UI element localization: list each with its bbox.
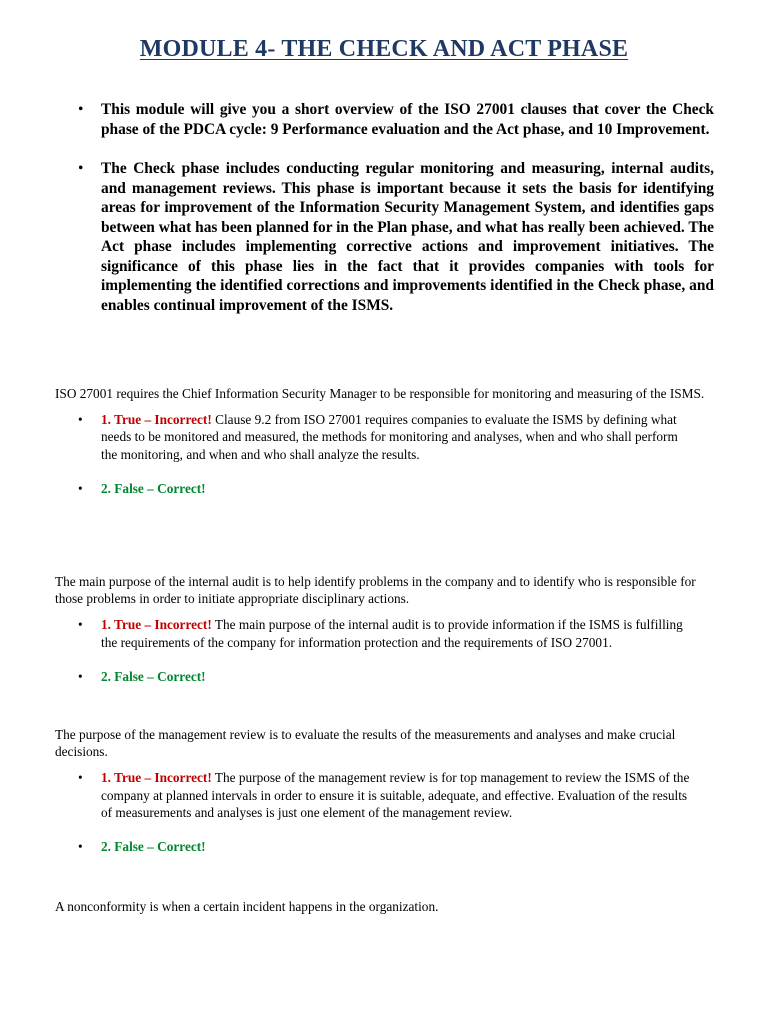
question-text: ISO 27001 requires the Chief Information Security Manager to be responsible for monitoring and measuring of the ISMS. — [55, 386, 705, 401]
answer-label-correct: 2. False – Correct! — [101, 839, 206, 855]
quiz-question-1 — [55, 385, 715, 514]
answer-item — [78, 769, 694, 821]
answer-explanation: The main purpose of the internal audit is to provide information if the ISMS is fulfilling the requirements of the company for information protection and the requirements of ISO 27001. — [101, 617, 683, 650]
answer-label-correct: 2. False – Correct! — [101, 668, 206, 684]
intro-text: This module will give you a short overview of the ISO 27001 clauses that cover the Check phase of the PDCA cycle: 9 Performance evaluation and the Act phase, and 10 Improvement. — [101, 101, 714, 138]
intro-item — [78, 100, 714, 139]
quiz-question-2 — [55, 573, 715, 702]
question-text: The purpose of the management review is to evaluate the results of the measurements and analyses and make crucial decisions. — [55, 727, 676, 760]
question-text: The main purpose of the internal audit is to help identify problems in the company and to identify who is responsible for those problems in order to initiate appropriate disciplinary actions. — [55, 574, 696, 607]
bullet-icon: • — [78, 839, 83, 855]
bullet-icon: • — [78, 160, 84, 177]
answer-item — [78, 480, 694, 497]
bullet-icon: • — [78, 617, 83, 633]
answer-item — [78, 616, 694, 650]
answer-item — [78, 668, 694, 685]
page-title: MODULE 4- THE CHECK AND ACT PHASE — [139, 36, 629, 62]
question-text: A nonconformity is when a certain incident happens in the organization. — [55, 899, 439, 914]
answer-label-incorrect: 1. True – Incorrect! — [101, 412, 212, 428]
quiz-question-3 — [55, 726, 715, 872]
intro-list — [78, 100, 714, 335]
answer-explanation: The purpose of the management review is for top management to review the ISMS of the company at planned intervals in order to ensure it is suitable, adequate, and effective. Evaluation of the results of measurements and analyses is just one element of the management review. — [101, 770, 690, 820]
intro-text: The Check phase includes conducting regular monitoring and measuring, internal audits, and management reviews. This phase is important because it sets the basis for identifying areas for improvement of the Information Security Management System, and identifies gaps between what has been planned for in the Plan phase, and what has really been achieved. The Act phase includes implementing corrective actions and improvement initiatives. The significance of this phase lies in the fact that it provides companies with tools for implementing the identified corrections and improvements identified in the Check phase, and enables continual improvement of the ISMS. — [101, 160, 714, 314]
answer-item — [78, 411, 694, 463]
intro-item — [78, 159, 714, 315]
answer-list — [78, 616, 694, 685]
answer-label-correct: 2. False – Correct! — [101, 480, 206, 496]
answer-label-incorrect: 1. True – Incorrect! — [101, 617, 212, 633]
answer-item — [78, 838, 694, 855]
answer-list — [78, 769, 694, 855]
bullet-icon: • — [78, 770, 83, 786]
answer-explanation: Clause 9.2 from ISO 27001 requires companies to evaluate the ISMS by defining what needs to be monitored and measured, the methods for monitoring and analyses, when and who shall perform the monitoring, and when and who shall analyze the results. — [101, 412, 678, 462]
bullet-icon: • — [78, 101, 84, 118]
bullet-icon: • — [78, 412, 83, 428]
answer-label-incorrect: 1. True – Incorrect! — [101, 770, 212, 786]
bullet-icon: • — [78, 480, 83, 496]
quiz-question-4 — [55, 898, 715, 915]
bullet-icon: • — [78, 668, 83, 684]
answer-list — [78, 411, 694, 497]
